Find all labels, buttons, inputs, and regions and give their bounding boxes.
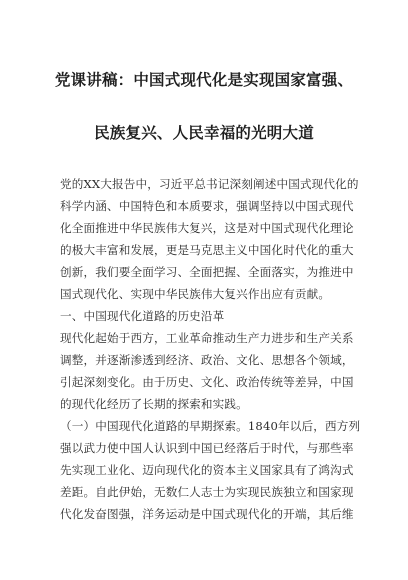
section-heading: 一、中国现代化道路的历史沿革: [60, 309, 225, 323]
body-line: 代化发奋图强，洋务运动是中国式现代化的开端，其后维: [60, 507, 354, 521]
body-line: 化全面推进中华民族伟大复兴，这是对中国式现代化理论: [60, 221, 354, 235]
body-line: 科学内涵、中国特色和本质要求，强调坚持以中国式现代: [60, 199, 354, 213]
body-line: 的极大丰富和发展，更是马克思主义中国化时代化的重大: [60, 243, 354, 257]
body-line: 国式现代化、实现中华民族伟大复兴作出应有贡献。: [60, 287, 331, 301]
body-line: 的现代化经历了长期的探索和实践。: [60, 397, 248, 411]
body-line: 现代化起始于西方，工业革命推动生产力进步和生产关系: [60, 331, 354, 345]
body-line: 创新，我们要全面学习、全面把握、全面落实，为推进中: [60, 265, 354, 279]
body-line: 党的XX大报告中，习近平总书记深刻阐述中国式现代化的: [60, 177, 359, 191]
body-line: 先实现工业化、迈向现代化的资本主义国家具有了鸿沟式: [60, 463, 354, 477]
body-line: 强以武力使中国人认识到中国已经落后于时代，与那些率: [60, 441, 354, 455]
body-line: 调整，并逐渐渗透到经济、政治、文化、思想各个领域，: [60, 353, 354, 367]
subsection-line: （一）中国现代化道路的早期探索。1840年以后，西方列: [60, 419, 361, 433]
body-line: 引起深刻变化。由于历史、文化、政治传统等差异，中国: [60, 375, 354, 389]
document-title-line-1: 党课讲稿：中国式现代化是实现国家富强、: [54, 71, 354, 89]
document-title-line-2: 民族复兴、人民幸福的光明大道: [94, 124, 314, 142]
body-line: 差距。自此伊始，无数仁人志士为实现民族独立和国家现: [60, 485, 354, 499]
